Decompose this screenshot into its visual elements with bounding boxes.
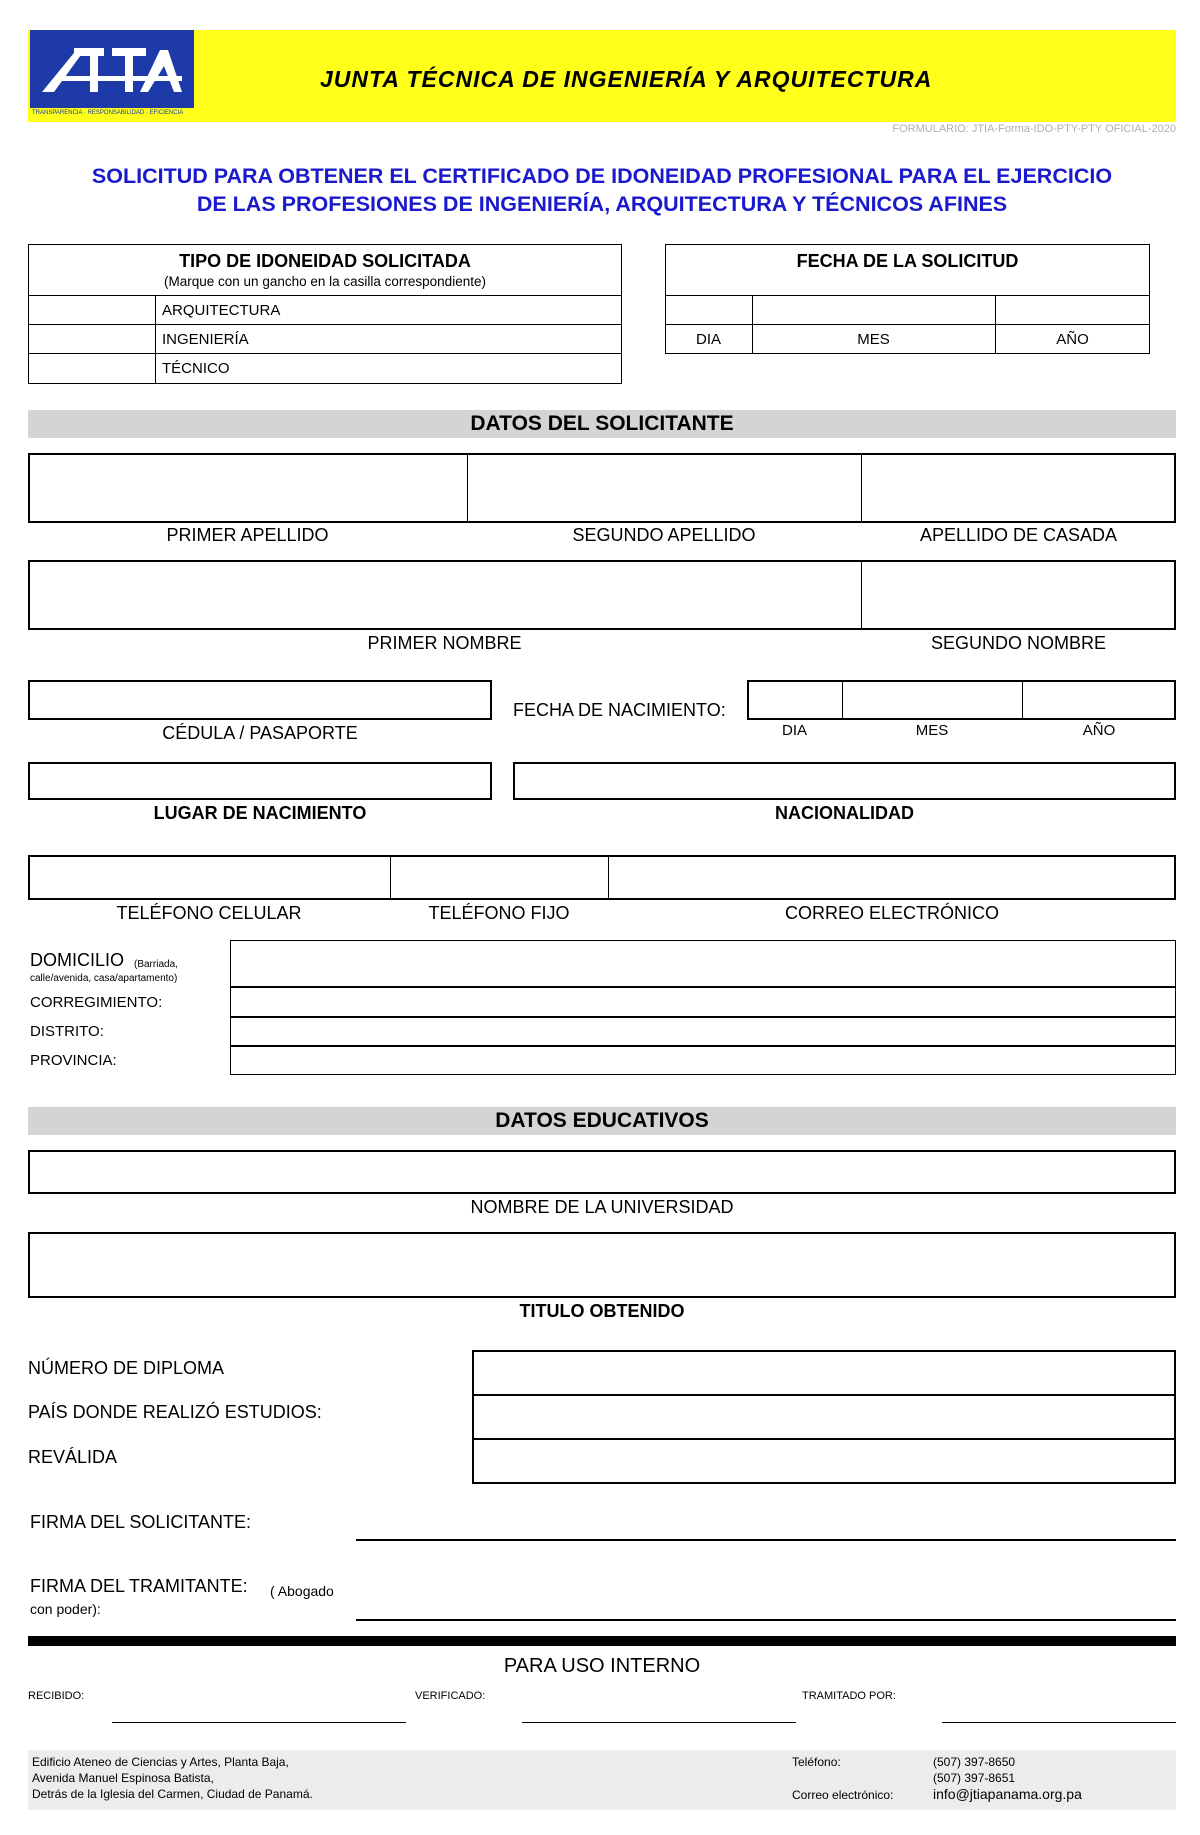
footer-address-3: Detrás de la Iglesia del Carmen, Ciudad de Panamá. — [32, 1787, 313, 1801]
revalida-label: REVÁLIDA — [28, 1447, 118, 1467]
jtia-logo-icon — [30, 30, 194, 122]
org-name: JUNTA TÉCNICA DE INGENIERÍA Y ARQUITECTURA — [320, 66, 933, 92]
fecha-solicitud-anio-input[interactable] — [997, 297, 1149, 323]
checkbox-arquitectura[interactable] — [30, 297, 154, 323]
domicilio-input[interactable] — [230, 940, 1176, 987]
universidad-label: NOMBRE DE LA UNIVERSIDAD — [470, 1197, 734, 1217]
footer-telefono-label: Teléfono: — [792, 1755, 841, 1769]
nac-dia-label: DIA — [781, 722, 807, 739]
fecha-solicitud-dia-label: DIA — [695, 331, 721, 348]
tramitado-line[interactable] — [942, 1722, 1176, 1723]
recibido-label: RECIBIDO: — [28, 1690, 85, 1702]
footer-telefono-2: (507) 397-8651 — [933, 1771, 1016, 1785]
lugar-nacimiento-label: LUGAR DE NACIMIENTO — [153, 803, 367, 823]
universidad-input[interactable] — [28, 1150, 1176, 1194]
revalida-input[interactable] — [472, 1438, 1176, 1484]
fecha-solicitud-heading: FECHA DE LA SOLICITUD — [796, 251, 1019, 271]
tipo-heading: TIPO DE IDONEIDAD SOLICITADA — [179, 251, 471, 271]
lugar-nacimiento-input[interactable] — [28, 762, 492, 800]
recibido-line[interactable] — [112, 1722, 406, 1723]
primer-apellido-label: PRIMER APELLIDO — [166, 525, 329, 545]
fecha-solicitud-mes-label: MES — [857, 331, 890, 348]
verificado-line[interactable] — [522, 1722, 796, 1723]
option-ingenieria: INGENIERÍA — [162, 331, 249, 348]
nac-dia-input[interactable] — [749, 682, 841, 718]
tramitado-label: TRAMITADO POR: — [802, 1690, 896, 1702]
telefono-fijo-input[interactable] — [392, 857, 607, 898]
form-code: FORMULARIO: JTIA-Forma-IDO-PTY-PTY OFICIAL-2020 — [892, 123, 1176, 135]
distrito-label: DISTRITO: — [30, 1023, 104, 1040]
nacionalidad-label: NACIONALIDAD — [775, 803, 914, 823]
jtia-logo — [30, 30, 194, 122]
logo-tagline: TRANSPARENCIA · RESPONSABILIDAD · EFICIENCIA — [32, 110, 184, 116]
footer-address-1: Edificio Ateneo de Ciencias y Artes, Planta Baja, — [32, 1755, 289, 1769]
firma-tramitante-line[interactable] — [356, 1619, 1176, 1621]
titulo-label: TITULO OBTENIDO — [519, 1301, 685, 1321]
fecha-nacimiento-label: FECHA DE NACIMIENTO: — [513, 700, 726, 720]
form-title-line1: SOLICITUD PARA OBTENER EL CERTIFICADO DE IDONEIDAD PROFESIONAL PARA EL EJERCICIO — [91, 164, 1113, 188]
nac-mes-label: MES — [915, 722, 949, 739]
telefono-fijo-label: TELÉFONO FIJO — [428, 903, 570, 923]
nac-anio-input[interactable] — [1024, 682, 1174, 718]
firma-tramitante-hint: ( Abogado con poder): — [30, 1583, 334, 1617]
option-tecnico: TÉCNICO — [162, 360, 230, 377]
provincia-input[interactable] — [230, 1046, 1176, 1075]
logo-text — [30, 30, 31, 31]
fecha-solicitud-anio-label: AÑO — [1056, 331, 1089, 348]
primer-apellido-input[interactable] — [30, 455, 466, 521]
corregimiento-input[interactable] — [230, 987, 1176, 1017]
corregimiento-label: CORREGIMIENTO: — [30, 994, 163, 1011]
distrito-input[interactable] — [230, 1017, 1176, 1046]
nac-mes-input[interactable] — [844, 682, 1021, 718]
domicilio-label: DOMICILIO — [30, 950, 125, 970]
cedula-label: CÉDULA / PASAPORTE — [162, 723, 358, 743]
checkbox-tecnico[interactable] — [30, 355, 154, 382]
fecha-solicitud-mes-input[interactable] — [754, 297, 994, 323]
numero-diploma-label: NÚMERO DE DIPLOMA — [28, 1358, 225, 1378]
telefono-celular-input[interactable] — [30, 857, 389, 898]
segundo-apellido-input[interactable] — [469, 455, 860, 521]
firma-tramitante-label: FIRMA DEL TRAMITANTE: — [30, 1576, 248, 1596]
educativos-section-title: DATOS EDUCATIVOS — [495, 1109, 709, 1132]
footer-address-2: Avenida Manuel Espinosa Batista, — [32, 1771, 214, 1785]
nac-anio-label: AÑO — [1082, 722, 1116, 739]
numero-diploma-input[interactable] — [472, 1350, 1176, 1396]
solicitante-section-title: DATOS DEL SOLICITANTE — [470, 412, 734, 435]
segundo-nombre-input[interactable] — [863, 562, 1174, 628]
apellido-casada-input[interactable] — [863, 455, 1174, 521]
segundo-apellido-label: SEGUNDO APELLIDO — [572, 525, 756, 545]
footer-correo-label: Correo electrónico: — [792, 1788, 894, 1802]
internal-divider — [28, 1636, 1176, 1646]
form-title-line2: DE LAS PROFESIONES DE INGENIERÍA, ARQUITECTURA Y TÉCNICOS AFINES — [196, 192, 1008, 216]
titulo-input[interactable] — [28, 1232, 1176, 1298]
pais-label: PAÍS DONDE REALIZÓ ESTUDIOS: — [28, 1402, 322, 1422]
firma-solicitante-line[interactable] — [356, 1539, 1176, 1541]
cedula-input[interactable] — [28, 680, 492, 720]
correo-input[interactable] — [610, 857, 1174, 898]
option-arquitectura: ARQUITECTURA — [162, 302, 281, 319]
apellido-casada-label: APELLIDO DE CASADA — [919, 525, 1118, 545]
primer-nombre-label: PRIMER NOMBRE — [367, 633, 522, 653]
primer-nombre-input[interactable] — [30, 562, 860, 628]
segundo-nombre-label: SEGUNDO NOMBRE — [930, 633, 1107, 653]
interno-heading: PARA USO INTERNO — [503, 1655, 701, 1677]
firma-solicitante-label: FIRMA DEL SOLICITANTE: — [30, 1512, 252, 1532]
provincia-label: PROVINCIA: — [30, 1052, 117, 1069]
telefono-celular-label: TELÉFONO CELULAR — [116, 903, 302, 923]
nacionalidad-input[interactable] — [513, 762, 1176, 800]
tipo-instructions: (Marque con un gancho en la casilla correspondiente) — [164, 274, 486, 289]
footer-correo[interactable]: info@jtiapanama.org.pa — [933, 1786, 1082, 1802]
domicilio-hint: (Barriada, calle/avenida, casa/apartamento) — [30, 959, 178, 984]
verificado-label: VERIFICADO: — [415, 1690, 486, 1702]
correo-label: CORREO ELECTRÓNICO — [784, 903, 1000, 923]
fecha-solicitud-dia-input[interactable] — [667, 297, 751, 323]
pais-input[interactable] — [472, 1394, 1176, 1440]
footer-telefono-1: (507) 397-8650 — [933, 1755, 1016, 1769]
checkbox-ingenieria[interactable] — [30, 326, 154, 352]
